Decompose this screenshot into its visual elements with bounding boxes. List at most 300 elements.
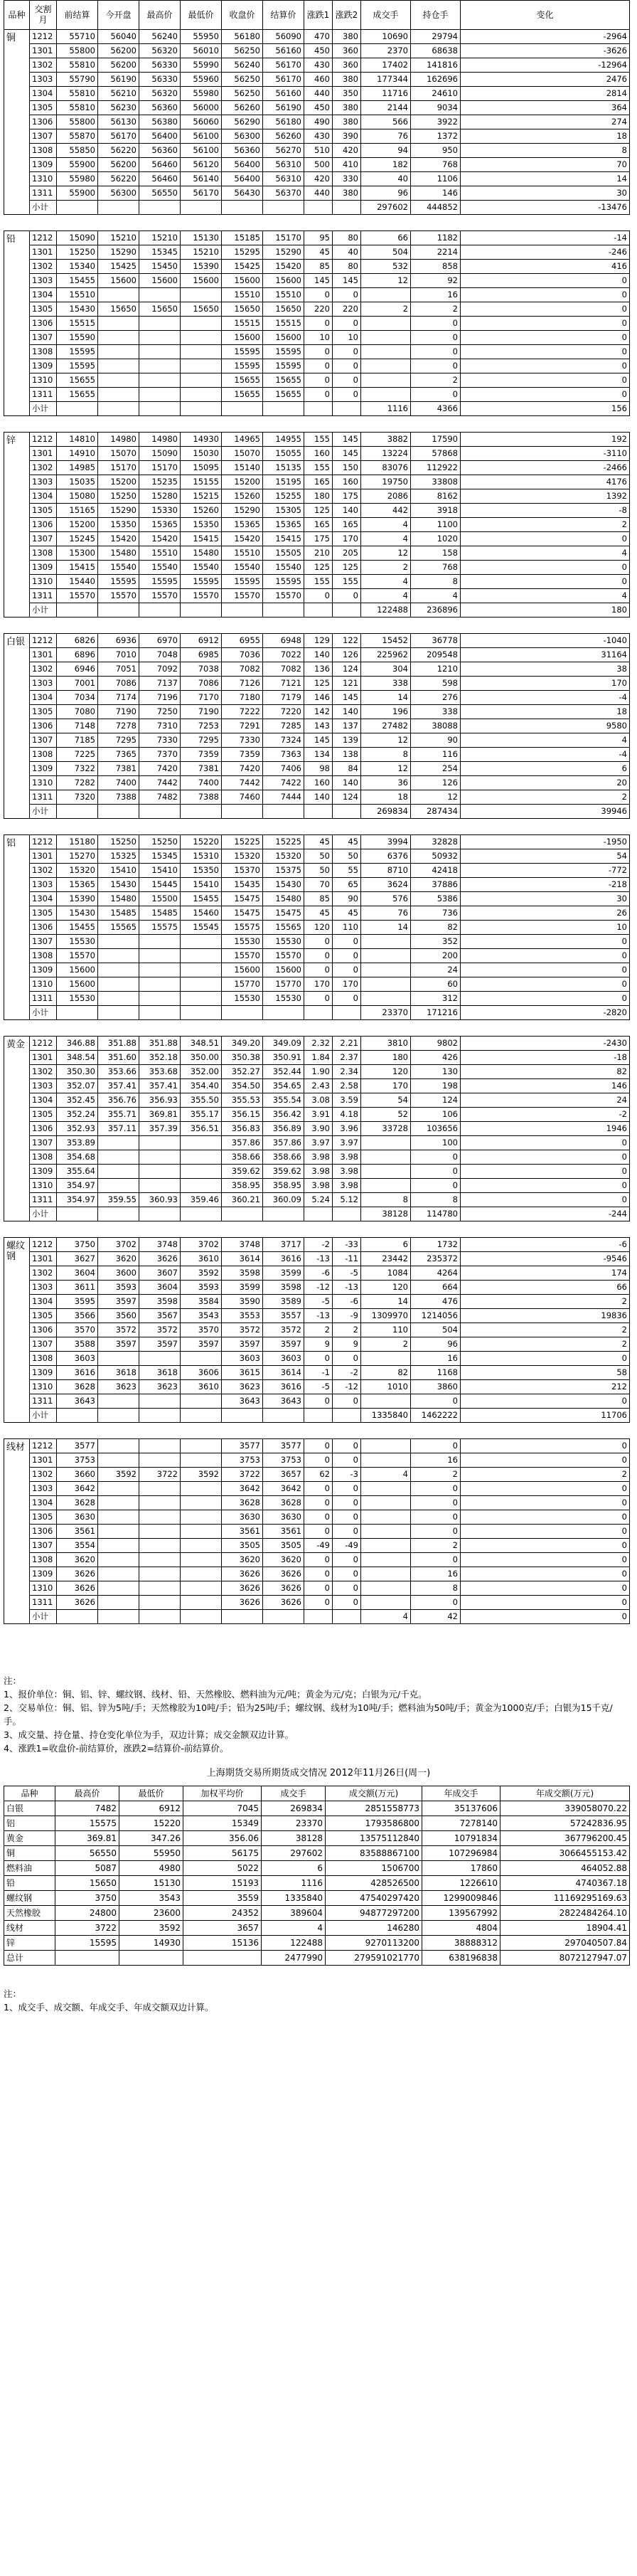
table-cell [98, 1165, 139, 1179]
table-row [4, 892, 630, 906]
table-cell: 3.98 [304, 1165, 333, 1179]
table-cell: 358.95 [263, 1179, 304, 1193]
table-row [4, 1108, 630, 1122]
table-cell [139, 1394, 181, 1409]
table-cell: -13 [304, 1309, 333, 1323]
table-cell: 15305 [263, 504, 304, 518]
table-row [4, 1482, 630, 1496]
table-cell [139, 1150, 181, 1165]
table-cell: 0 [333, 1439, 361, 1453]
table-cell: 2.34 [333, 1065, 361, 1079]
table-cell: 84 [333, 762, 361, 776]
table-cell: 3553 [222, 1309, 263, 1323]
table-cell: 15420 [263, 260, 304, 274]
table-cell [361, 288, 411, 302]
table-cell: 15415 [57, 561, 98, 575]
table-cell: 17402 [361, 58, 411, 73]
table-cell: 15540 [139, 561, 181, 575]
empty-cell [222, 402, 263, 416]
table-cell: 0 [304, 288, 333, 302]
table-cell: -5 [333, 1266, 361, 1281]
table-cell [139, 1482, 181, 1496]
table-cell: 160 [304, 776, 333, 790]
table-cell: 15420 [98, 532, 139, 546]
table-cell: 3753 [263, 1453, 304, 1468]
summary-cell: 339058070.22 [500, 1801, 630, 1816]
table-cell: 140 [304, 790, 333, 805]
empty-cell [333, 1409, 361, 1423]
subtotal-value: 4 [361, 1610, 411, 1624]
table-cell: 360.09 [263, 1193, 304, 1207]
empty-cell [181, 1610, 222, 1624]
summary-cell: 4 [262, 1921, 326, 1936]
summary-column-header: 年成交额(万元) [500, 1786, 630, 1801]
quote-table [4, 432, 630, 618]
table-cell: 0 [411, 1510, 461, 1525]
table-cell: 15155 [181, 475, 222, 489]
table-cell: 390 [333, 129, 361, 144]
delivery-month: 1302 [30, 864, 57, 878]
delivery-month: 1310 [30, 977, 57, 992]
table-cell: 55870 [57, 129, 98, 144]
table-cell: 0 [411, 388, 461, 402]
summary-cell: 83588867100 [326, 1846, 422, 1861]
table-cell: 56260 [263, 129, 304, 144]
summary-column-header: 加权平均价 [183, 1786, 262, 1801]
table-cell: 56360 [139, 101, 181, 115]
delivery-month: 1301 [30, 1252, 57, 1266]
table-cell: 145 [304, 733, 333, 748]
table-cell: 7359 [181, 748, 222, 762]
table-cell: 15600 [222, 274, 263, 288]
table-cell: 7285 [263, 719, 304, 733]
table-cell [361, 1136, 411, 1150]
quote-sections [4, 0, 633, 1624]
table-cell: 80 [333, 260, 361, 274]
summary-row [4, 1906, 630, 1921]
summary-row [4, 1846, 630, 1861]
table-cell [139, 977, 181, 992]
table-cell: 17590 [411, 433, 461, 447]
table-cell [361, 1165, 411, 1179]
empty-cell [263, 1207, 304, 1221]
table-cell: 70 [304, 878, 333, 892]
table-cell: 130 [411, 1065, 461, 1079]
summary-product: 螺纹钢 [4, 1891, 55, 1906]
table-cell: 330 [333, 172, 361, 186]
table-cell: 0 [304, 963, 333, 977]
table-cell: 3598 [222, 1266, 263, 1281]
table-cell: 15425 [222, 260, 263, 274]
table-cell: 0 [333, 992, 361, 1006]
empty-cell [181, 805, 222, 819]
delivery-month: 1304 [30, 87, 57, 101]
table-cell: 7225 [57, 748, 98, 762]
table-cell: 416 [461, 260, 630, 274]
table-cell: 0 [333, 1510, 361, 1525]
empty-cell [263, 402, 304, 416]
table-cell: 16 [411, 1567, 461, 1581]
table-cell: 125 [304, 561, 333, 575]
table-cell [181, 1352, 222, 1366]
table-cell: 3660 [57, 1468, 98, 1482]
table-cell: -8 [461, 504, 630, 518]
table-cell: 426 [411, 1051, 461, 1065]
table-cell: 338 [411, 705, 461, 719]
summary-row [4, 1936, 630, 1951]
delivery-month: 1302 [30, 1468, 57, 1482]
delivery-month: 1311 [30, 992, 57, 1006]
summary-cell: 15595 [55, 1936, 119, 1951]
table-row [4, 231, 630, 245]
table-cell: 56300 [222, 129, 263, 144]
table-cell: 15250 [139, 835, 181, 849]
table-cell [361, 963, 411, 977]
delivery-month: 1309 [30, 561, 57, 575]
table-cell: 858 [411, 260, 461, 274]
table-cell: 3620 [98, 1252, 139, 1266]
table-cell: 15475 [222, 892, 263, 906]
table-cell: 6912 [181, 634, 222, 648]
table-row [4, 575, 630, 589]
table-cell: 7324 [263, 733, 304, 748]
table-cell: 380 [333, 115, 361, 129]
table-cell [361, 1567, 411, 1581]
table-cell: 3620 [57, 1553, 98, 1567]
empty-cell [139, 603, 181, 618]
summary-cell: 4804 [422, 1921, 500, 1936]
table-cell: 420 [304, 172, 333, 186]
summary-row [4, 1831, 630, 1846]
table-cell: 7291 [222, 719, 263, 733]
table-cell: 56220 [98, 172, 139, 186]
table-cell: 56130 [98, 115, 139, 129]
table-row [4, 504, 630, 518]
table-row [4, 1453, 630, 1468]
table-cell: 355.50 [181, 1093, 222, 1108]
table-cell: 1.84 [304, 1051, 333, 1065]
table-cell: 15655 [263, 373, 304, 388]
table-cell: 350.38 [222, 1051, 263, 1065]
quote-table [4, 1438, 630, 1624]
table-cell: 2 [461, 518, 630, 532]
summary-cell [119, 1951, 183, 1966]
table-cell: 369.81 [139, 1108, 181, 1122]
table-cell: -2 [333, 1366, 361, 1380]
subtotal-row [4, 1610, 630, 1624]
delivery-month: 1212 [30, 1238, 57, 1252]
table-cell: -49 [304, 1539, 333, 1553]
table-row [4, 1252, 630, 1266]
table-cell [139, 331, 181, 345]
table-row [4, 1122, 630, 1136]
delivery-month: 1305 [30, 705, 57, 719]
table-cell [361, 1453, 411, 1468]
table-cell: 15410 [181, 878, 222, 892]
table-cell: 0 [304, 388, 333, 402]
table-cell [181, 388, 222, 402]
table-cell: 0 [304, 1496, 333, 1510]
table-cell: 56210 [98, 87, 139, 101]
subtotal-value: 287434 [411, 805, 461, 819]
table-cell: 2.58 [333, 1079, 361, 1093]
table-cell: 15595 [263, 575, 304, 589]
table-cell: 15440 [57, 575, 98, 589]
table-cell: 15430 [57, 906, 98, 921]
table-cell: 420 [333, 144, 361, 158]
table-cell: 55790 [57, 73, 98, 87]
delivery-month: 1306 [30, 518, 57, 532]
table-cell [181, 1510, 222, 1525]
table-row [4, 1468, 630, 1482]
summary-cell: 3592 [119, 1921, 183, 1936]
table-cell [361, 949, 411, 963]
summary-cell: 3543 [119, 1891, 183, 1906]
table-cell: 7092 [139, 662, 181, 677]
table-cell: -2964 [461, 30, 630, 44]
delivery-month: 1307 [30, 1136, 57, 1150]
empty-cell [222, 805, 263, 819]
subtotal-value: -244 [461, 1207, 630, 1221]
table-cell: 15325 [98, 849, 139, 864]
table-cell: 254 [411, 762, 461, 776]
table-cell: 14955 [263, 433, 304, 447]
note-line: 4、涨跌1=收盘价-前结算价，涨跌2=结算价-前结算价。 [4, 1743, 229, 1754]
table-cell: 140 [333, 705, 361, 719]
table-cell: 0 [461, 963, 630, 977]
table-cell: 15595 [222, 575, 263, 589]
table-cell: 0 [461, 992, 630, 1006]
table-cell: 7082 [222, 662, 263, 677]
table-cell: 460 [304, 73, 333, 87]
table-cell: 360.21 [222, 1193, 263, 1207]
table-cell: 24 [461, 1093, 630, 1108]
table-cell: 15350 [98, 518, 139, 532]
summary-cell [183, 1951, 262, 1966]
table-row [4, 864, 630, 878]
table-cell: 440 [304, 87, 333, 101]
table-row [4, 186, 630, 201]
delivery-month: 1303 [30, 73, 57, 87]
table-cell: -9 [333, 1309, 361, 1323]
table-cell: 140 [304, 648, 333, 662]
table-cell: 60 [411, 977, 461, 992]
delivery-month: 1309 [30, 762, 57, 776]
table-cell: 0 [333, 373, 361, 388]
table-cell: 15250 [98, 489, 139, 504]
summary-row [4, 1921, 630, 1936]
quote-table [4, 633, 630, 819]
table-cell: 155 [304, 433, 333, 447]
summary-cell: 356.06 [183, 1831, 262, 1846]
table-cell: 0 [333, 1453, 361, 1468]
table-cell: 121 [333, 677, 361, 691]
table-row [4, 748, 630, 762]
table-cell [361, 1439, 411, 1453]
table-row [4, 518, 630, 532]
table-cell: 7022 [263, 648, 304, 662]
empty-cell [263, 603, 304, 618]
table-cell: 3628 [57, 1380, 98, 1394]
table-cell: 380 [333, 30, 361, 44]
table-cell: 170 [333, 977, 361, 992]
table-cell: 476 [411, 1295, 461, 1309]
table-row [4, 532, 630, 546]
table-cell: 56120 [181, 158, 222, 172]
product-name: 铜 [4, 30, 30, 215]
summary-cell: 15650 [55, 1876, 119, 1891]
table-row [4, 1093, 630, 1108]
table-row [4, 1281, 630, 1295]
table-cell: 15035 [57, 475, 98, 489]
table-row [4, 129, 630, 144]
subtotal-value: 444852 [411, 201, 461, 215]
table-cell: 7126 [222, 677, 263, 691]
table-cell: 40 [361, 172, 411, 186]
empty-cell [333, 805, 361, 819]
table-cell: 145 [333, 447, 361, 461]
table-cell: 3626 [139, 1252, 181, 1266]
table-cell: 7137 [139, 677, 181, 691]
column-header: 变化 [461, 1, 630, 30]
table-cell: 56430 [222, 186, 263, 201]
table-cell: 3567 [139, 1309, 181, 1323]
table-cell: 348.51 [181, 1037, 222, 1051]
table-cell: 56230 [98, 101, 139, 115]
table-row [4, 73, 630, 87]
table-cell: 58 [461, 1366, 630, 1380]
table-cell: -2 [461, 1108, 630, 1122]
table-cell: 15570 [263, 949, 304, 963]
table-cell: 15350 [181, 864, 222, 878]
table-cell: -5 [304, 1295, 333, 1309]
table-cell: 15290 [98, 245, 139, 260]
table-cell: 357.86 [222, 1136, 263, 1150]
table-cell: 15070 [98, 447, 139, 461]
table-cell: -218 [461, 878, 630, 892]
table-cell: 198 [411, 1079, 461, 1093]
summary-cell: 3066455153.42 [500, 1846, 630, 1861]
table-cell [361, 1179, 411, 1193]
summary-cell: 24800 [55, 1906, 119, 1921]
empty-cell [57, 402, 98, 416]
table-cell [98, 1179, 139, 1193]
summary-cell: 3657 [183, 1921, 262, 1936]
table-cell: 143 [304, 719, 333, 733]
table-cell: 7038 [181, 662, 222, 677]
table-cell: 54 [461, 849, 630, 864]
table-cell: 358.66 [222, 1150, 263, 1165]
table-cell: 1.90 [304, 1065, 333, 1079]
table-cell: 3618 [98, 1366, 139, 1380]
table-cell: 4 [361, 532, 411, 546]
delivery-month: 1306 [30, 115, 57, 129]
empty-cell [139, 1006, 181, 1020]
table-cell: 15425 [98, 260, 139, 274]
table-cell: 3606 [181, 1366, 222, 1380]
delivery-month: 1307 [30, 532, 57, 546]
table-cell [361, 992, 411, 1006]
table-cell: 125 [333, 561, 361, 575]
summary-cell: 23600 [119, 1906, 183, 1921]
column-header: 收盘价 [222, 1, 263, 30]
table-cell: 3.90 [304, 1122, 333, 1136]
table-cell: 14 [461, 172, 630, 186]
summary-cell: 3559 [183, 1891, 262, 1906]
summary-cell: 347.26 [119, 1831, 183, 1846]
summary-cell: 1335840 [262, 1891, 326, 1906]
table-cell: 3593 [98, 1281, 139, 1295]
table-cell: 175 [304, 532, 333, 546]
delivery-month: 1305 [30, 101, 57, 115]
empty-cell [222, 1610, 263, 1624]
table-cell: 15510 [57, 288, 98, 302]
empty-cell [57, 1006, 98, 1020]
table-cell: 3610 [181, 1380, 222, 1394]
subtotal-row [4, 1006, 630, 1020]
table-cell [181, 288, 222, 302]
page [4, 0, 633, 2014]
table-cell: 158 [411, 546, 461, 561]
table-cell: 3620 [222, 1553, 263, 1567]
table-cell: 7082 [263, 662, 304, 677]
table-cell: 0 [461, 1525, 630, 1539]
table-cell: 15410 [139, 864, 181, 878]
table-cell: 15365 [57, 878, 98, 892]
table-cell: 6936 [98, 634, 139, 648]
summary-cell: 1226610 [422, 1876, 500, 1891]
table-cell: 55950 [181, 30, 222, 44]
table-cell: 2 [304, 1323, 333, 1337]
table-cell: 7381 [181, 762, 222, 776]
table-cell: 15270 [57, 849, 98, 864]
table-cell: 357.11 [98, 1122, 139, 1136]
table-cell: 15195 [263, 475, 304, 489]
table-cell: 12 [361, 546, 411, 561]
table-cell: 8 [361, 1193, 411, 1207]
table-cell: 15595 [57, 359, 98, 373]
table-cell: 7388 [181, 790, 222, 805]
table-cell: 65 [333, 878, 361, 892]
table-cell: 15570 [222, 949, 263, 963]
table-cell: 15600 [57, 977, 98, 992]
table-cell: 2 [333, 1323, 361, 1337]
table-cell: 359.62 [263, 1165, 304, 1179]
table-cell: 55800 [57, 44, 98, 58]
table-cell: 0 [461, 1352, 630, 1366]
table-row [4, 935, 630, 949]
footnote-line: 1、成交手、成交额、年成交手、年成交额双边计算。 [4, 2002, 214, 2013]
table-row [4, 1439, 630, 1453]
table-cell: 3748 [139, 1238, 181, 1252]
table-cell: 3561 [57, 1525, 98, 1539]
table-cell: 7381 [98, 762, 139, 776]
delivery-month: 1302 [30, 1065, 57, 1079]
summary-cell: 369.81 [55, 1831, 119, 1846]
empty-cell [304, 1006, 333, 1020]
table-cell: -12 [304, 1281, 333, 1295]
delivery-month: 1308 [30, 144, 57, 158]
table-cell: 15595 [222, 345, 263, 359]
table-cell: 7482 [139, 790, 181, 805]
table-cell: 55 [333, 864, 361, 878]
delivery-month: 1308 [30, 1150, 57, 1165]
delivery-month: 1212 [30, 1439, 57, 1453]
table-cell: 15655 [222, 373, 263, 388]
delivery-month: 1302 [30, 260, 57, 274]
table-cell: 56190 [263, 101, 304, 115]
table-cell: 3630 [263, 1510, 304, 1525]
